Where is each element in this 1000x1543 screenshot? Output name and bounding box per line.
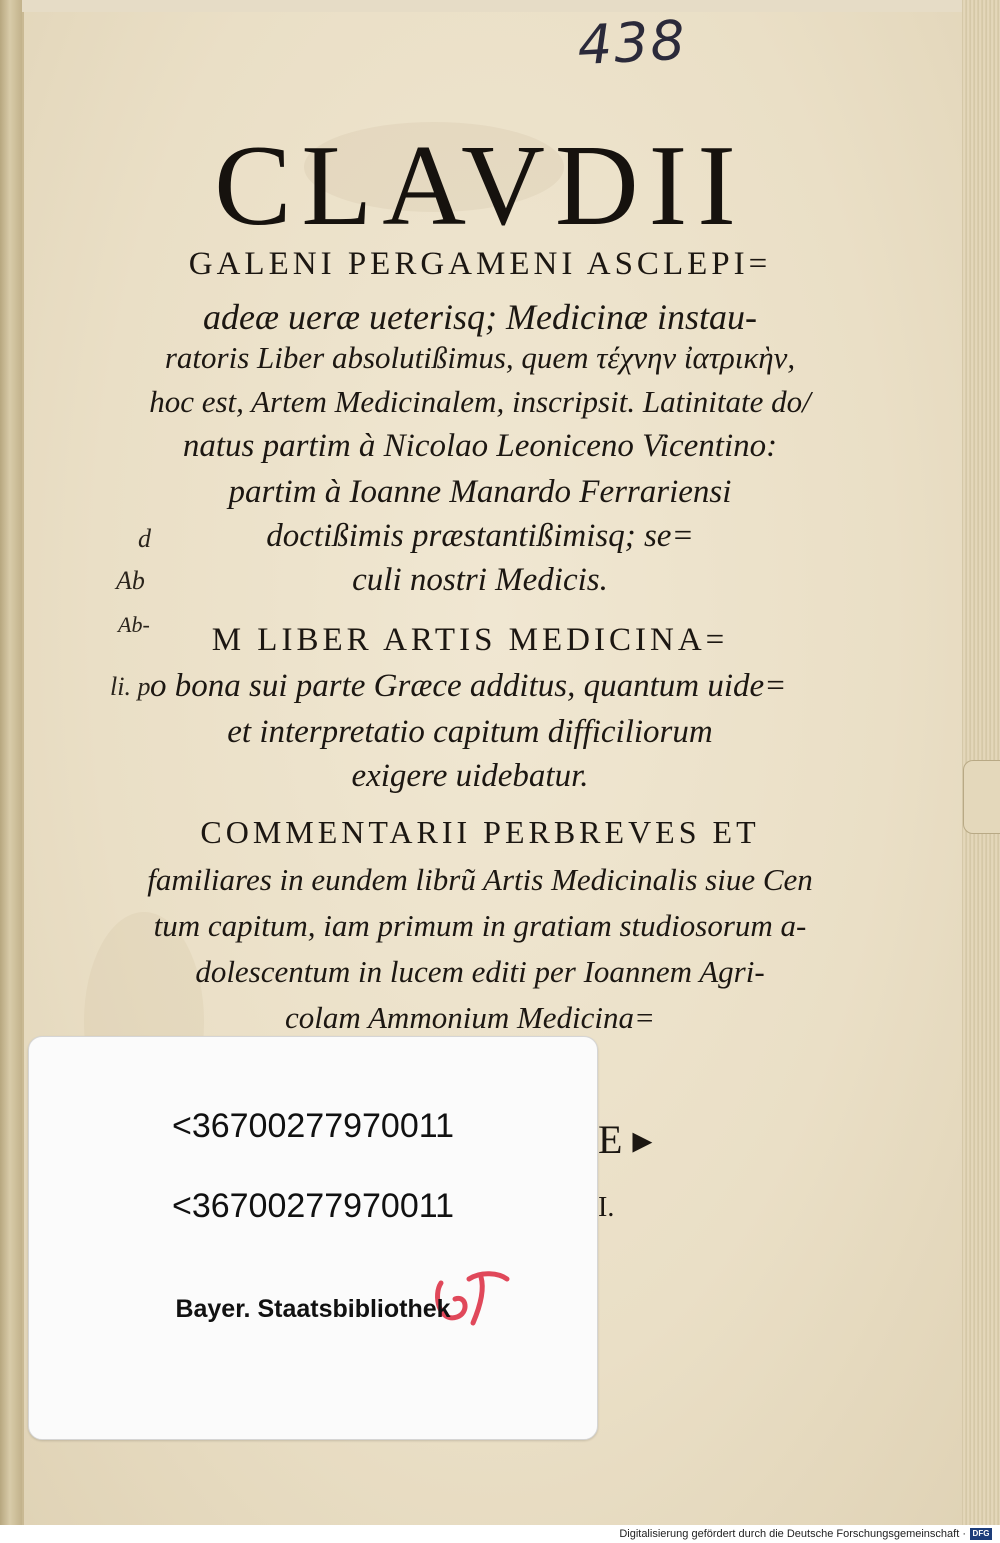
title-line-9: culi nostri Medicis. (352, 562, 608, 598)
book-spine (0, 0, 22, 1525)
title-line-10: M LIBER ARTIS MEDICINA= (211, 622, 729, 658)
title-line-13: exigere uidebatur. (351, 758, 589, 794)
covered-text-fragment: I. (598, 1192, 615, 1223)
title-line-14: COMMENTARII PERBREVES ET (200, 814, 760, 850)
title-line-11: o bona sui parte Græce additus, quantum uide= (150, 668, 787, 704)
title-claudii: CLAVDII (214, 122, 746, 250)
covered-text-fragment: E ▸ (598, 1117, 653, 1162)
page-tab (963, 760, 1000, 834)
handwritten-shelfmark: 438 (576, 8, 689, 78)
show-through-fragment: d (138, 524, 151, 553)
title-line-12: et interpretatio capitum difficiliorum (227, 714, 713, 750)
title-line-15: familiares in eundem librũ Artis Medicinalis siue Cen (147, 862, 813, 897)
show-through-fragment: Ab- (118, 612, 150, 637)
barcode-number: <36700277970011 (171, 1107, 455, 1145)
title-line-6: natus partim à Nicolao Leoniceno Vicentino: (182, 428, 778, 464)
title-line-5: hoc est, Artem Medicinalem, inscripsit. Latinitate do/ (149, 384, 811, 419)
digitization-footer (0, 1525, 1000, 1543)
title-line-3: adeæ ueræ ueterisq; Medicinæ instau- (203, 297, 757, 337)
title-line-7: partim à Ioanne Manardo Ferrariensi (228, 474, 732, 510)
title-line-18: colam Ammonium Medicina= (285, 1000, 655, 1035)
title-line-17: dolescentum in lucem editi per Ioannem Agri- (195, 954, 765, 989)
barcode-number: <36700277970011 (171, 1187, 455, 1225)
library-name: Bayer. Staatsbibliothek (175, 1295, 451, 1323)
title-line-16: tum capitum, iam primum in gratiam studiosorum a- (153, 908, 807, 943)
show-through-fragment: Ab (116, 566, 145, 595)
title-line-2: GALENI PERGAMENI ASCLEPI= (188, 246, 772, 282)
title-line-4: ratoris Liber absolutißimus, quem τέχνην ἰατρικὴν, (164, 340, 796, 375)
footer-credit: Digitalisierung gefördert durch die Deutsche Forschungsgemeinschaft · (619, 1528, 966, 1541)
title-line-8: doctißimis præstantißimisq; se= (266, 518, 694, 554)
library-barcode-label (28, 1036, 598, 1440)
dfg-logo-icon: DFG (970, 1528, 992, 1540)
show-through-fragment: li. p (110, 672, 151, 701)
